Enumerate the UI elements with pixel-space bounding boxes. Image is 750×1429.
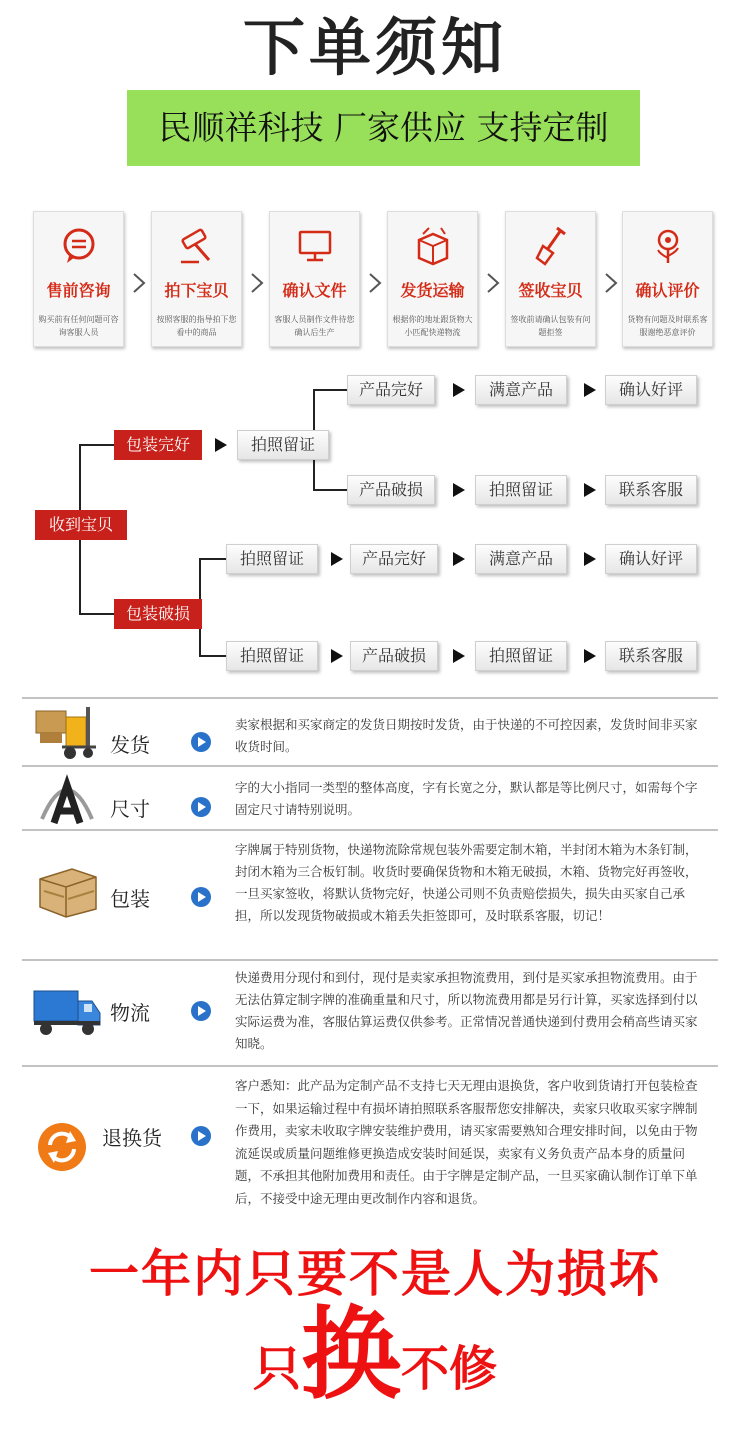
receipt-flowchart [0,370,750,680]
wooden-crate-icon [32,861,102,921]
arrow-right-icon [453,649,465,663]
monitor-icon [295,226,335,266]
refresh-icon [32,1117,102,1177]
gavel-icon [177,226,217,266]
order-steps [33,211,713,347]
box-icon [413,226,453,266]
notice-row-size [22,765,718,829]
brand-banner: 民顺祥科技 厂家供应 支持定制 [127,90,640,166]
arrow-right-icon [331,552,343,566]
arrow-right-icon [584,483,596,497]
shovel-icon [531,226,571,266]
step-desc: 根据你的地址跟货物大小匹配快递物流 [392,315,473,337]
product-damaged-box: 产品破损 [347,475,435,505]
photo-evidence-box: 拍照留证 [237,430,329,460]
step-confirm-file [269,211,360,347]
play-circle-icon [190,1000,212,1022]
photo-evidence-box: 拍照留证 [475,641,567,671]
notice-row-logistics [22,959,718,1065]
step-order [151,211,242,347]
notice-text: 客户悉知：此产品为定制产品不支持七天无理由退换货，客户收到货请打开包装检查一下，如果运输过程中有损坏请拍照联系客服帮您安排解决，卖家只收取买家字牌制作费用，卖家未收取字牌安装维护费用，请买家需要熟知合理安排时间，以免由于物流延误或质量问题维修更换造成安装时间延误，卖家有义务负责产品本身的质量问题，不承担其他附加费用和责任。由于字牌是定制产品，一旦买家确认制作订单下单后，不接受中途无理由更改制作内容和退货。 [235,1078,698,1206]
step-desc: 按照客服的指导拍下您看中的商品 [156,315,237,337]
letter-a-icon [32,771,102,831]
step-label: 发货运输 [400,281,465,300]
chevron-right-icon [247,271,267,295]
notice-row-return [22,1065,718,1215]
arrow-right-icon [453,483,465,497]
chevron-right-icon [365,271,385,295]
play-circle-icon [190,886,212,908]
good-review-box: 确认好评 [605,375,697,405]
notice-name: 退换货 [102,1126,162,1150]
step-label: 确认评价 [635,281,700,300]
contact-service-box: 联系客服 [605,475,697,505]
arrow-right-icon [453,383,465,397]
good-review-box: 确认好评 [605,544,697,574]
truck-icon [32,981,102,1041]
warranty-slogan: 一年内只要不是人为损坏 [89,1245,661,1303]
slogan-post: 不修 [401,1341,498,1397]
slogan-big: 换 [301,1296,401,1413]
forklift-icon [32,703,102,763]
notice-text: 字的大小指同一类型的整体高度，字有长宽之分，默认都是等比例尺寸，如需每个字固定尺寸请特别说明。 [235,780,698,817]
chat-bubble-icon [59,226,99,266]
step-desc: 货物有问题及时联系客服谢绝恶意评价 [627,315,708,337]
chevron-right-icon [483,271,503,295]
photo-evidence-box: 拍照留证 [475,475,567,505]
step-label: 签收宝贝 [518,281,583,300]
notice-name: 发货 [110,733,150,757]
arrow-right-icon [215,438,227,452]
step-review [622,211,713,347]
notice-name: 尺寸 [110,797,150,821]
slogan-pre: 只 [252,1341,301,1397]
notice-text: 快递费用分现付和到付，现付是卖家承担物流费用，到付是买家承担物流费用。由于无法估算定制字牌的准确重量和尺寸，所以物流费用都是另行计算，买家选择到付以实际运费为准，客服估算运费仅供参考。正常情况普通快递到付费用会稍高些请买家知晓。 [235,970,698,1051]
play-circle-icon [190,796,212,818]
product-ok-box: 产品完好 [350,544,438,574]
step-label: 拍下宝贝 [164,281,229,300]
step-desc: 签收前请确认包装有问题拒签 [510,315,591,337]
arrow-right-icon [584,552,596,566]
arrow-right-icon [584,649,596,663]
replace-slogan [0,1296,750,1413]
chevron-right-icon [129,271,149,295]
notice-name: 包装 [110,887,150,911]
notice-row-packaging [22,829,718,959]
arrow-right-icon [453,552,465,566]
arrow-right-icon [331,649,343,663]
notice-name: 物流 [110,1001,150,1025]
notice-row-shipping [22,697,718,765]
product-ok-box: 产品完好 [347,375,435,405]
play-circle-icon [190,1125,212,1147]
notice-text: 字牌属于特别货物，快递物流除常规包装外需要定制木箱，半封闭木箱为木条钉制，封闭木箱为三合板钉制。收货时要确保货物和木箱无破损，木箱、货物完好再签收，一旦买家签收，将默认货物完好，快递公司则不负责赔偿损失，损失由买家自己承担，所以发现货物破损或木箱丢失拒签即可，及时联系客服，切记！ [235,842,698,923]
step-label: 确认文件 [282,281,347,300]
step-consult [33,211,124,347]
package-ok-box: 包装完好 [114,430,202,460]
received-box: 收到宝贝 [35,510,127,540]
step-sign [505,211,596,347]
step-label: 售前咨询 [46,281,111,300]
play-circle-icon [190,731,212,753]
arrow-right-icon [584,383,596,397]
step-shipping [387,211,478,347]
photo-evidence-box: 拍照留证 [226,641,318,671]
satisfied-box: 满意产品 [475,544,567,574]
contact-service-box: 联系客服 [605,641,697,671]
notice-text: 卖家根据和买家商定的发货日期按时发货，由于快递的不可控因素，发货时间非买家收货时间。 [235,717,698,754]
photo-evidence-box: 拍照留证 [226,544,318,574]
satisfied-box: 满意产品 [475,375,567,405]
page-title: 下单须知 [242,11,507,84]
step-desc: 客服人员制作文件待您确认后生产 [274,315,355,337]
chevron-right-icon [601,271,621,295]
product-damaged-box: 产品破损 [350,641,438,671]
package-damaged-box: 包装破损 [114,599,202,629]
step-desc: 购买前有任何问题可咨询客服人员 [38,315,119,337]
flower-icon [648,226,688,266]
